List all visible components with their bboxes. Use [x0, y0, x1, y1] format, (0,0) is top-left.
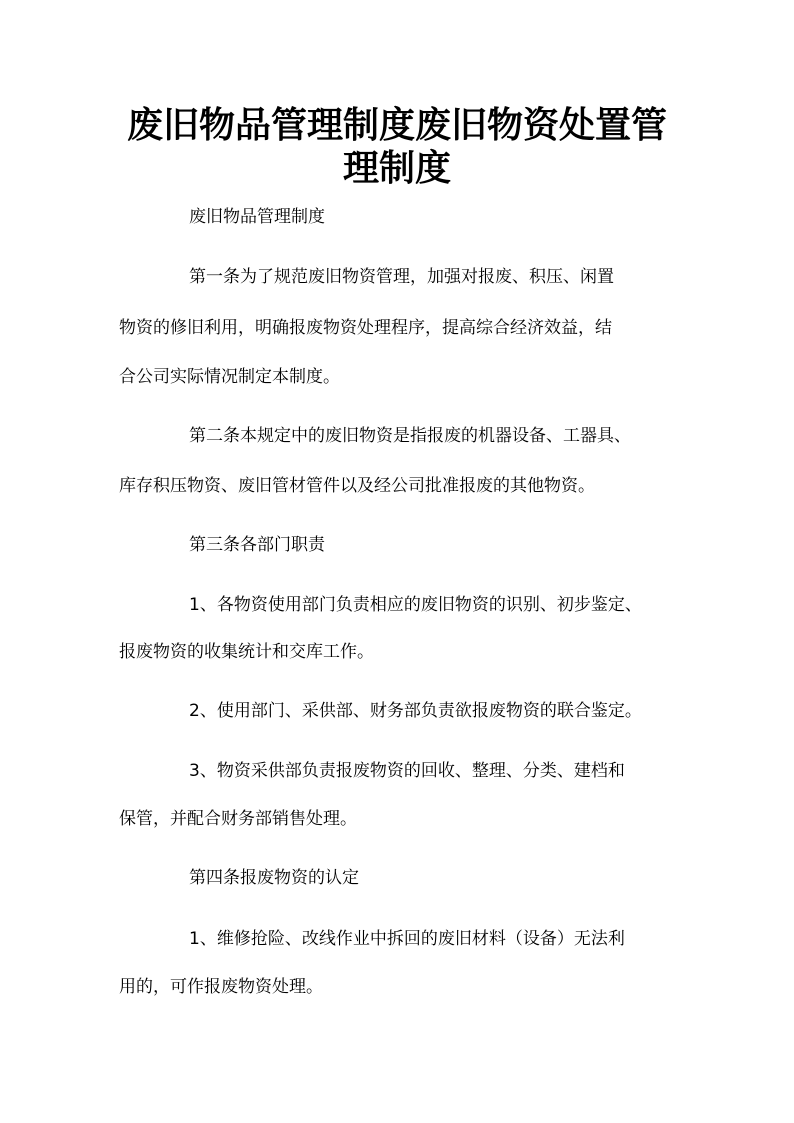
article-3-item-3-line-1: 3、物资采供部负责报废物资的回收、整理、分类、建档和: [189, 761, 625, 781]
document-title-line-1: 废旧物品管理制度废旧物资处置管: [126, 105, 667, 146]
article-3-item-2: 2、使用部门、采供部、财务部负责欲报废物资的联合鉴定。: [189, 701, 642, 721]
article-4-heading: 第四条报废物资的认定: [189, 868, 359, 888]
article-4-item-1-line-2: 用的，可作报废物资处理。: [119, 977, 323, 997]
article-1-line-3: 合公司实际情况制定本制度。: [119, 367, 340, 387]
article-3-item-1-line-1: 1、各物资使用部门负责相应的废旧物资的识别、初步鉴定、: [189, 595, 642, 615]
article-3-item-1-line-2: 报废物资的收集统计和交库工作。: [119, 642, 374, 662]
document-title-line-2: 理制度: [342, 148, 451, 189]
article-1-line-2: 物资的修旧利用，明确报废物资处理程序，提高综合经济效益，结: [119, 318, 612, 338]
subtitle-line: 废旧物品管理制度: [189, 207, 325, 227]
article-3-heading: 第三条各部门职责: [189, 535, 325, 555]
article-1-line-1: 第一条为了规范废旧物资管理，加强对报废、积压、闲置: [189, 267, 614, 287]
article-4-item-1-line-1: 1、维修抢险、改线作业中拆回的废旧材料（设备）无法利: [189, 929, 625, 949]
article-2-line-2: 库存积压物资、废旧管材管件以及经公司批准报废的其他物资。: [119, 476, 595, 496]
article-3-item-3-line-2: 保管，并配合财务部销售处理。: [119, 809, 357, 829]
article-2-line-1: 第二条本规定中的废旧物资是指报废的机器设备、工器具、: [189, 426, 631, 446]
